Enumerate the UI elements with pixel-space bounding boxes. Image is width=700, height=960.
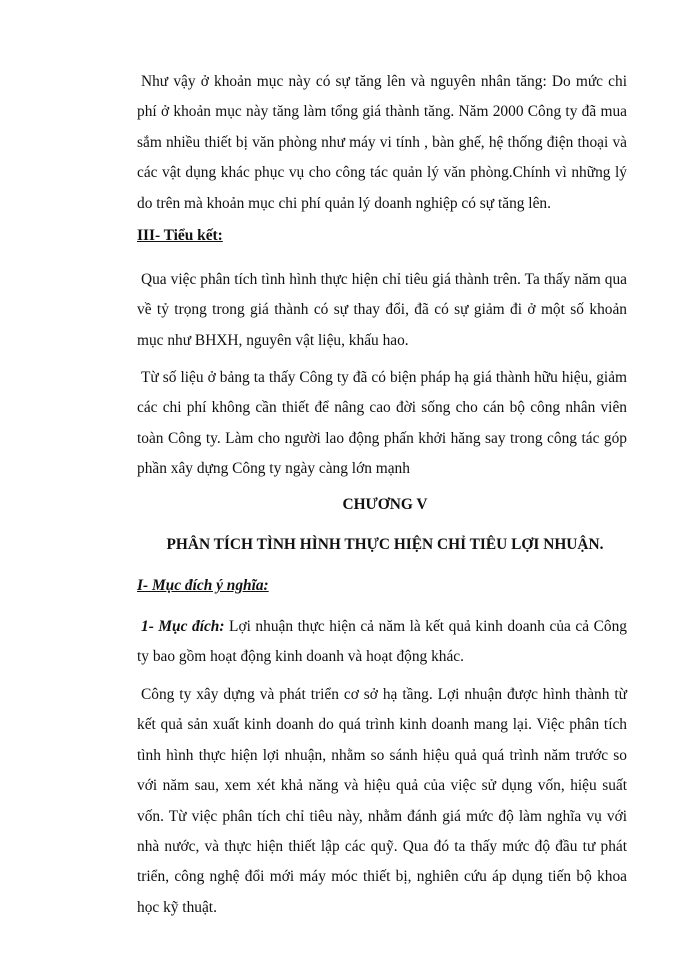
paragraph-purpose-lead: 1- Mục đích: (141, 618, 225, 635)
paragraph-purpose (137, 612, 627, 673)
paragraph-profit-analysis: Công ty xây dựng và phát triển cơ sở hạ tầng. Lợi nhuận được hình thành từ kết quả sản xuất kinh doanh do quá trình kinh doanh mang lại. Việc phân tích tình hình thực hiện lợi nhuận, nhằm so sánh hiệu quả quá trình năm trước so với năm sau, xem xét khả năng và hiệu quả của việc sử dụng vốn, hiệu suất vốn. Từ việc phân tích chỉ tiêu này, nhằm đánh giá mức độ làm nghĩa vụ với nhà nước, và thực hiện thiết lập các quỹ. Qua đó ta thấy mức độ đầu tư phát triển, công nghệ đổi mới máy móc thiết bị, nghiên cứu áp dụng tiến bộ khoa học kỹ thuật. (137, 686, 627, 916)
paragraph-summary-analysis: Qua việc phân tích tình hình thực hiện chỉ tiêu giá thành trên. Ta thấy năm qua về tỷ trọng trong giá thành có sự thay đổi, đã có sự giảm đi ở một số khoản mục như BHXH, nguyên vật liệu, khấu hao. (137, 271, 627, 349)
chapter-subtitle: PHÂN TÍCH TÌNH HÌNH THỰC HIỆN CHỈ TIÊU LỢI NHUẬN. (166, 536, 604, 553)
paragraph-cost-reduction: Từ số liệu ở bảng ta thấy Công ty đã có biện pháp hạ giá thành hữu hiệu, giảm các chi phí không cần thiết để nâng cao đời sống cho cán bộ công nhân viên toàn Công ty. Làm cho người lao động phấn khởi hăng say trong công tác góp phần xây dựng Công ty ngày càng lớn mạnh (137, 369, 627, 478)
paragraph-purpose-body: Lợi nhuận thực hiện cả năm là kết quả kinh doanh của cả Công ty bao gồm hoạt động kinh doanh và hoạt động khác. (137, 618, 627, 666)
section-heading-summary: III- Tiểu kết: (137, 227, 223, 244)
paragraph-expense-increase: Như vậy ở khoản mục này có sự tăng lên và nguyên nhân tăng: Do mức chi phí ở khoản mục này tăng làm tổng giá thành tăng. Năm 2000 Công ty đã mua sắm nhiều thiết bị văn phòng như máy vi tính , bàn ghế, hệ thống điện thoại và các vật dụng khác phục vụ cho công tác quản lý văn phòng.Chính vì những lý do trên mà khoản mục chi phí quản lý doanh nghiệp có sự tăng lên. (137, 73, 627, 212)
section-heading-purpose: I- Mục đích ý nghĩa: (137, 577, 269, 594)
chapter-title: CHƯƠNG V (342, 496, 428, 513)
